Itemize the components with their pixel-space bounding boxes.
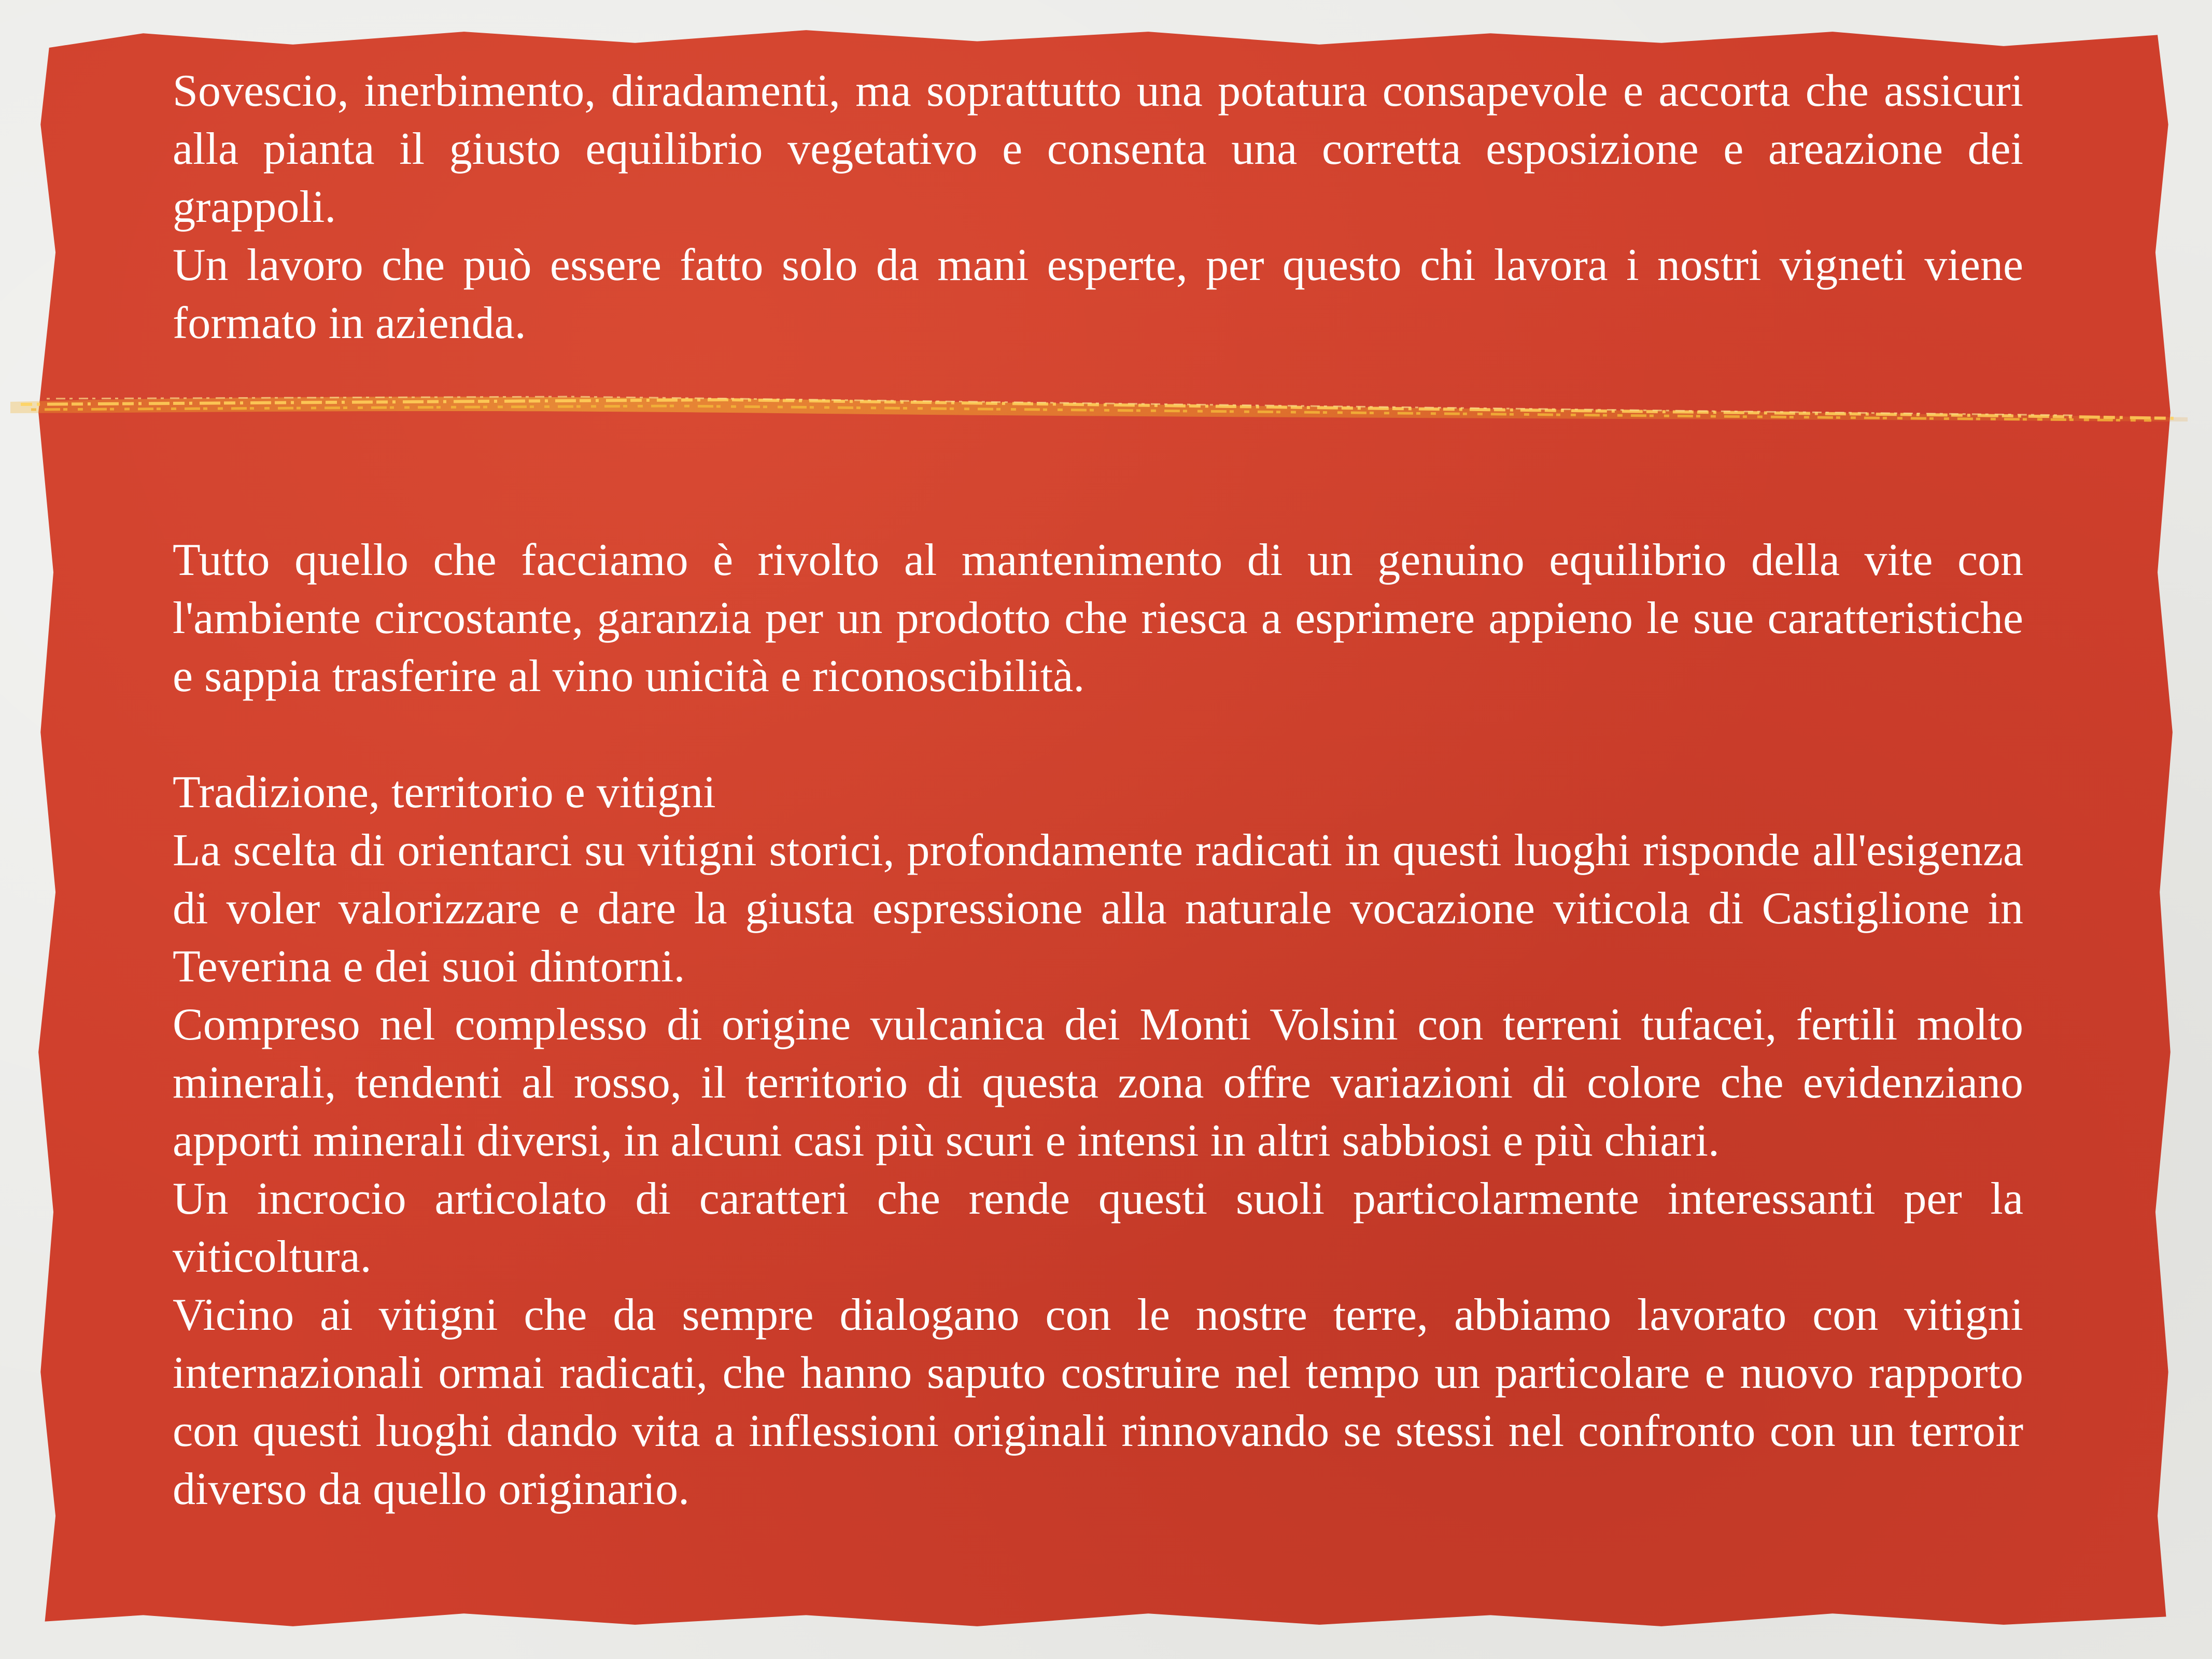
paragraph-incrocio: Un incrocio articolato di caratteri che rende questi suoli particolarmente interessanti per la viticoltura. <box>173 1174 2023 1282</box>
paragraph-monti-volsini: Compreso nel complesso di origine vulcanica dei Monti Volsini con terreni tufacei, fertili molto minerali, tendenti al rosso, il territorio di questa zona offre variazioni di colore che evidenziano apporti minerali diversi, in alcuni casi più scuri e intensi in altri sabbiosi e più chiari. <box>173 1000 2023 1166</box>
paragraph-equilibrio: Tutto quello che facciamo è rivolto al mantenimento di un genuino equilibrio della vite con l'ambiente circostante, garanzia per un prodotto che riesca a esprimere appieno le sue caratteristiche e sappia trasferire al vino unicità e riconoscibilità. <box>173 535 2023 701</box>
spacer <box>173 706 2023 764</box>
text-body <box>173 62 2023 1519</box>
paragraph-vitigni-internazionali: Vicino ai vitigni che da sempre dialogano con le nostre terre, abbiamo lavorato con vitigni internazionali ormai radicati, che hanno saputo costruire nel tempo un particolare e nuovo rapporto con questi luoghi dando vita a inflessioni originali rinnovando se stessi nel confronto con un terroir diverso da quello originario. <box>173 1290 2023 1514</box>
section-heading-tradizione: Tradizione, territorio e vitigni <box>173 767 716 818</box>
paragraph-mani-esperte: Un lavoro che può essere fatto solo da mani esperte, per questo chi lavora i nostri vigneti viene formato in azienda. <box>173 240 2023 348</box>
paragraph-vitigni-storici: La scelta di orientarci su vitigni storici, profondamente radicati in questi luoghi risponde all'esigenza di voler valorizzare e dare la giusta espressione alla naturale vocazione viticola di Castiglione in Teverina e dei suoi dintorni. <box>173 825 2023 992</box>
spacer <box>173 353 2023 531</box>
paragraph-potatura: Sovescio, inerbimento, diradamenti, ma soprattutto una potatura consapevole e accorta che assicuri alla pianta il giusto equilibrio vegetativo e consenta una corretta esposizione e areazione dei grappoli. <box>173 66 2023 232</box>
